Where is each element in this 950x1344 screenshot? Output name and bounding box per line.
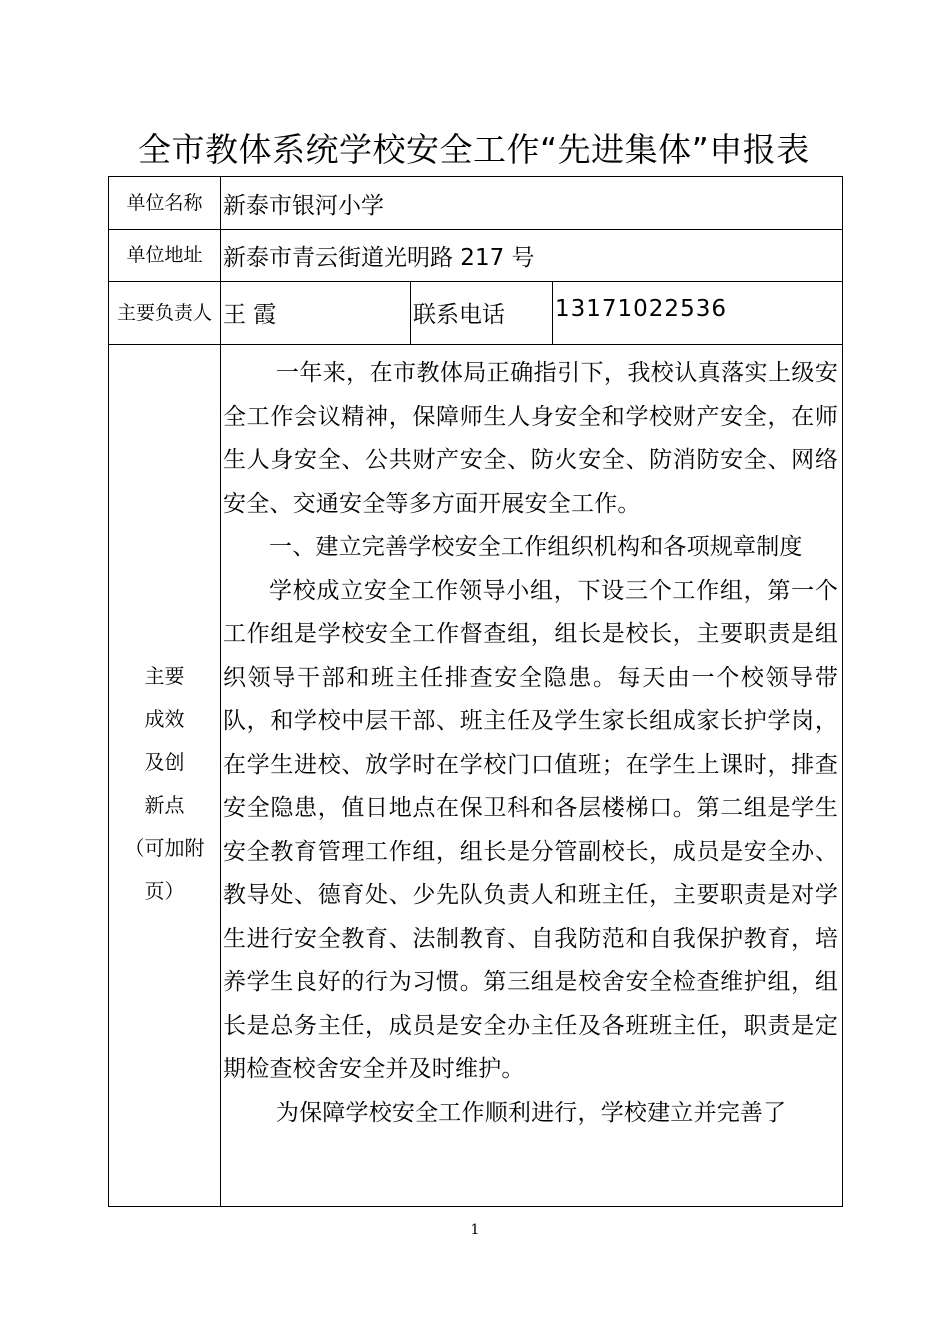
page-title: 全市教体系统学校安全工作“先进集体”申报表 <box>138 130 810 169</box>
unit-name-value: 新泰市银河小学 <box>221 177 843 230</box>
application-form-table <box>108 176 843 1207</box>
section-heading: 一、建立完善学校安全工作组织机构和各项规章制度 <box>269 534 803 560</box>
achievements-label <box>109 345 220 913</box>
achievements-label-line: 新点 <box>144 793 185 817</box>
unit-address-label: 单位地址 <box>109 230 221 282</box>
unit-name-label: 单位名称 <box>109 177 221 230</box>
leader-value: 王 霞 <box>221 282 411 345</box>
achievements-content <box>221 345 842 1135</box>
achievements-label-line: 及创 <box>144 750 185 774</box>
page-number: 1 <box>470 1222 480 1238</box>
row-unit-address <box>109 230 843 282</box>
row-unit-name <box>109 177 843 230</box>
achievements-label-line: 页） <box>144 879 185 903</box>
achievements-content-cell <box>221 345 843 1207</box>
body-paragraph: 一年来，在市教体局正确指引下，我校认真落实上级安全工作会议精神，保障师生人身安全和学校财产安全，在师生人身安全、公共财产安全、防火安全、防消防安全、网络安全、交通安全等多方面开展安全工作。 <box>223 360 839 517</box>
achievements-label-cell <box>109 345 221 1207</box>
phone-value: 13171022536 <box>553 282 843 345</box>
body-paragraph: 为保障学校安全工作顺利进行，学校建立并完善了 <box>275 1099 787 1126</box>
phone-label: 联系电话 <box>411 282 553 345</box>
body-paragraph: 学校成立安全工作领导小组，下设三个工作组，第一个工作组是学校安全工作督查组，组长是校长，主要职责是组织领导干部和班主任排查安全隐患。每天由一个校领导带队，和学校中层干部、班主任及学生家长组成家长护学岗，在学生进校、放学时在学校门口值班；在学生上课时，排查安全隐患，值日地点在保卫科和各层楼梯口。第二组是学生安全教育管理工作组，组长是分管副校长，成员是安全办、教导处、德育处、少先队负责人和班主任，主要职责是对学生进行安全教育、法制教育、自我防范和自我保护教育，培养学生良好的行为习惯。第三组是校舍安全检查维护组，组长是总务主任，成员是安全办主任及各班班主任，职责是定期检查校舍安全并及时维护。 <box>223 577 839 1082</box>
unit-address-value: 新泰市青云街道光明路 217 号 <box>221 230 843 282</box>
leader-label: 主要负责人 <box>109 282 221 345</box>
row-achievements <box>109 345 843 1207</box>
achievements-label-line: 成效 <box>144 707 185 731</box>
achievements-label-line: 主要 <box>144 664 185 688</box>
row-leader <box>109 282 843 345</box>
achievements-label-line: （可加附 <box>124 836 205 860</box>
